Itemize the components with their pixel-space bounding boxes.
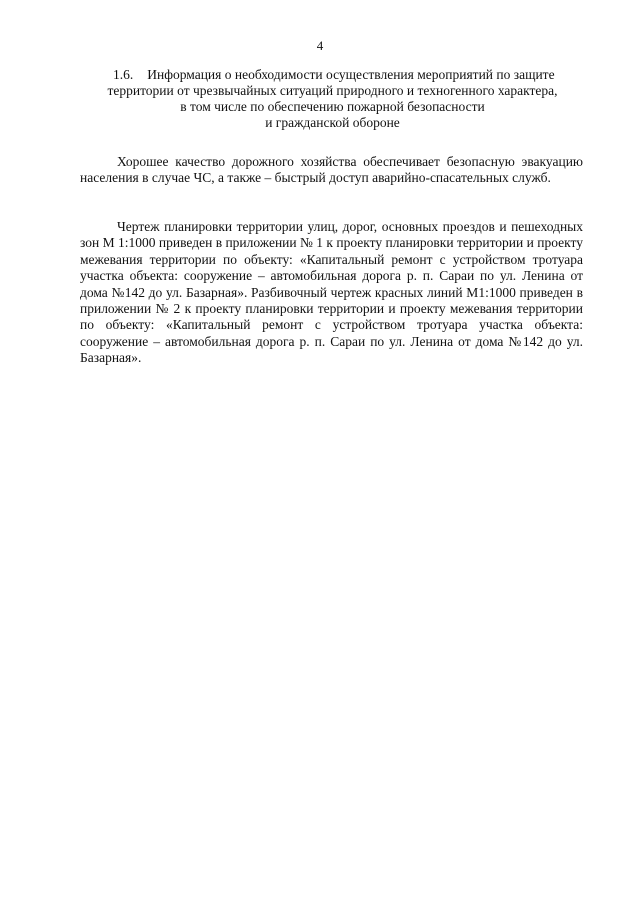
paragraph-planning-drawings: Чертеж планировки территории улиц, дорог, основных проездов и пешеходных зон М 1:1000 приведен в приложении № 1 к проекту планировки территории и проекту межевания территории по объекту: «Капитальный ремонт с устройством тротуара участка объекта: сооружение – автомобильная дорога р. п. Сараи по ул. Ленина от дома №142 до ул. Базарная». Разбивочный чертеж красных линий М1:1000 приведен в приложении № 2 к проекту планировки территории и проекту межевания территории по объекту: «Капитальный ремонт с устройством тротуара участка объекта: сооружение – автомобильная дорога р. п. Сараи по ул. Ленина от дома №142 до ул. Базарная». bbox=[80, 219, 583, 366]
heading-line-1 bbox=[80, 67, 585, 83]
page-number: 4 bbox=[316, 38, 324, 53]
heading-line-4: и гражданской обороне bbox=[265, 115, 400, 130]
section-number: 1.6. bbox=[113, 67, 134, 82]
heading-line-2: территории от чрезвычайных ситуаций природного и техногенного характера, bbox=[107, 83, 558, 98]
heading-text-1: Информация о необходимости осуществления мероприятий по защите bbox=[147, 67, 555, 82]
heading-line-3: в том числе по обеспечению пожарной безопасности bbox=[180, 99, 485, 114]
section-heading bbox=[80, 67, 585, 131]
paragraph-emergency-evacuation: Хорошее качество дорожного хозяйства обеспечивает безопасную эвакуацию населения в случае ЧС, а также – быстрый доступ аварийно-спасательных служб. bbox=[80, 154, 583, 186]
